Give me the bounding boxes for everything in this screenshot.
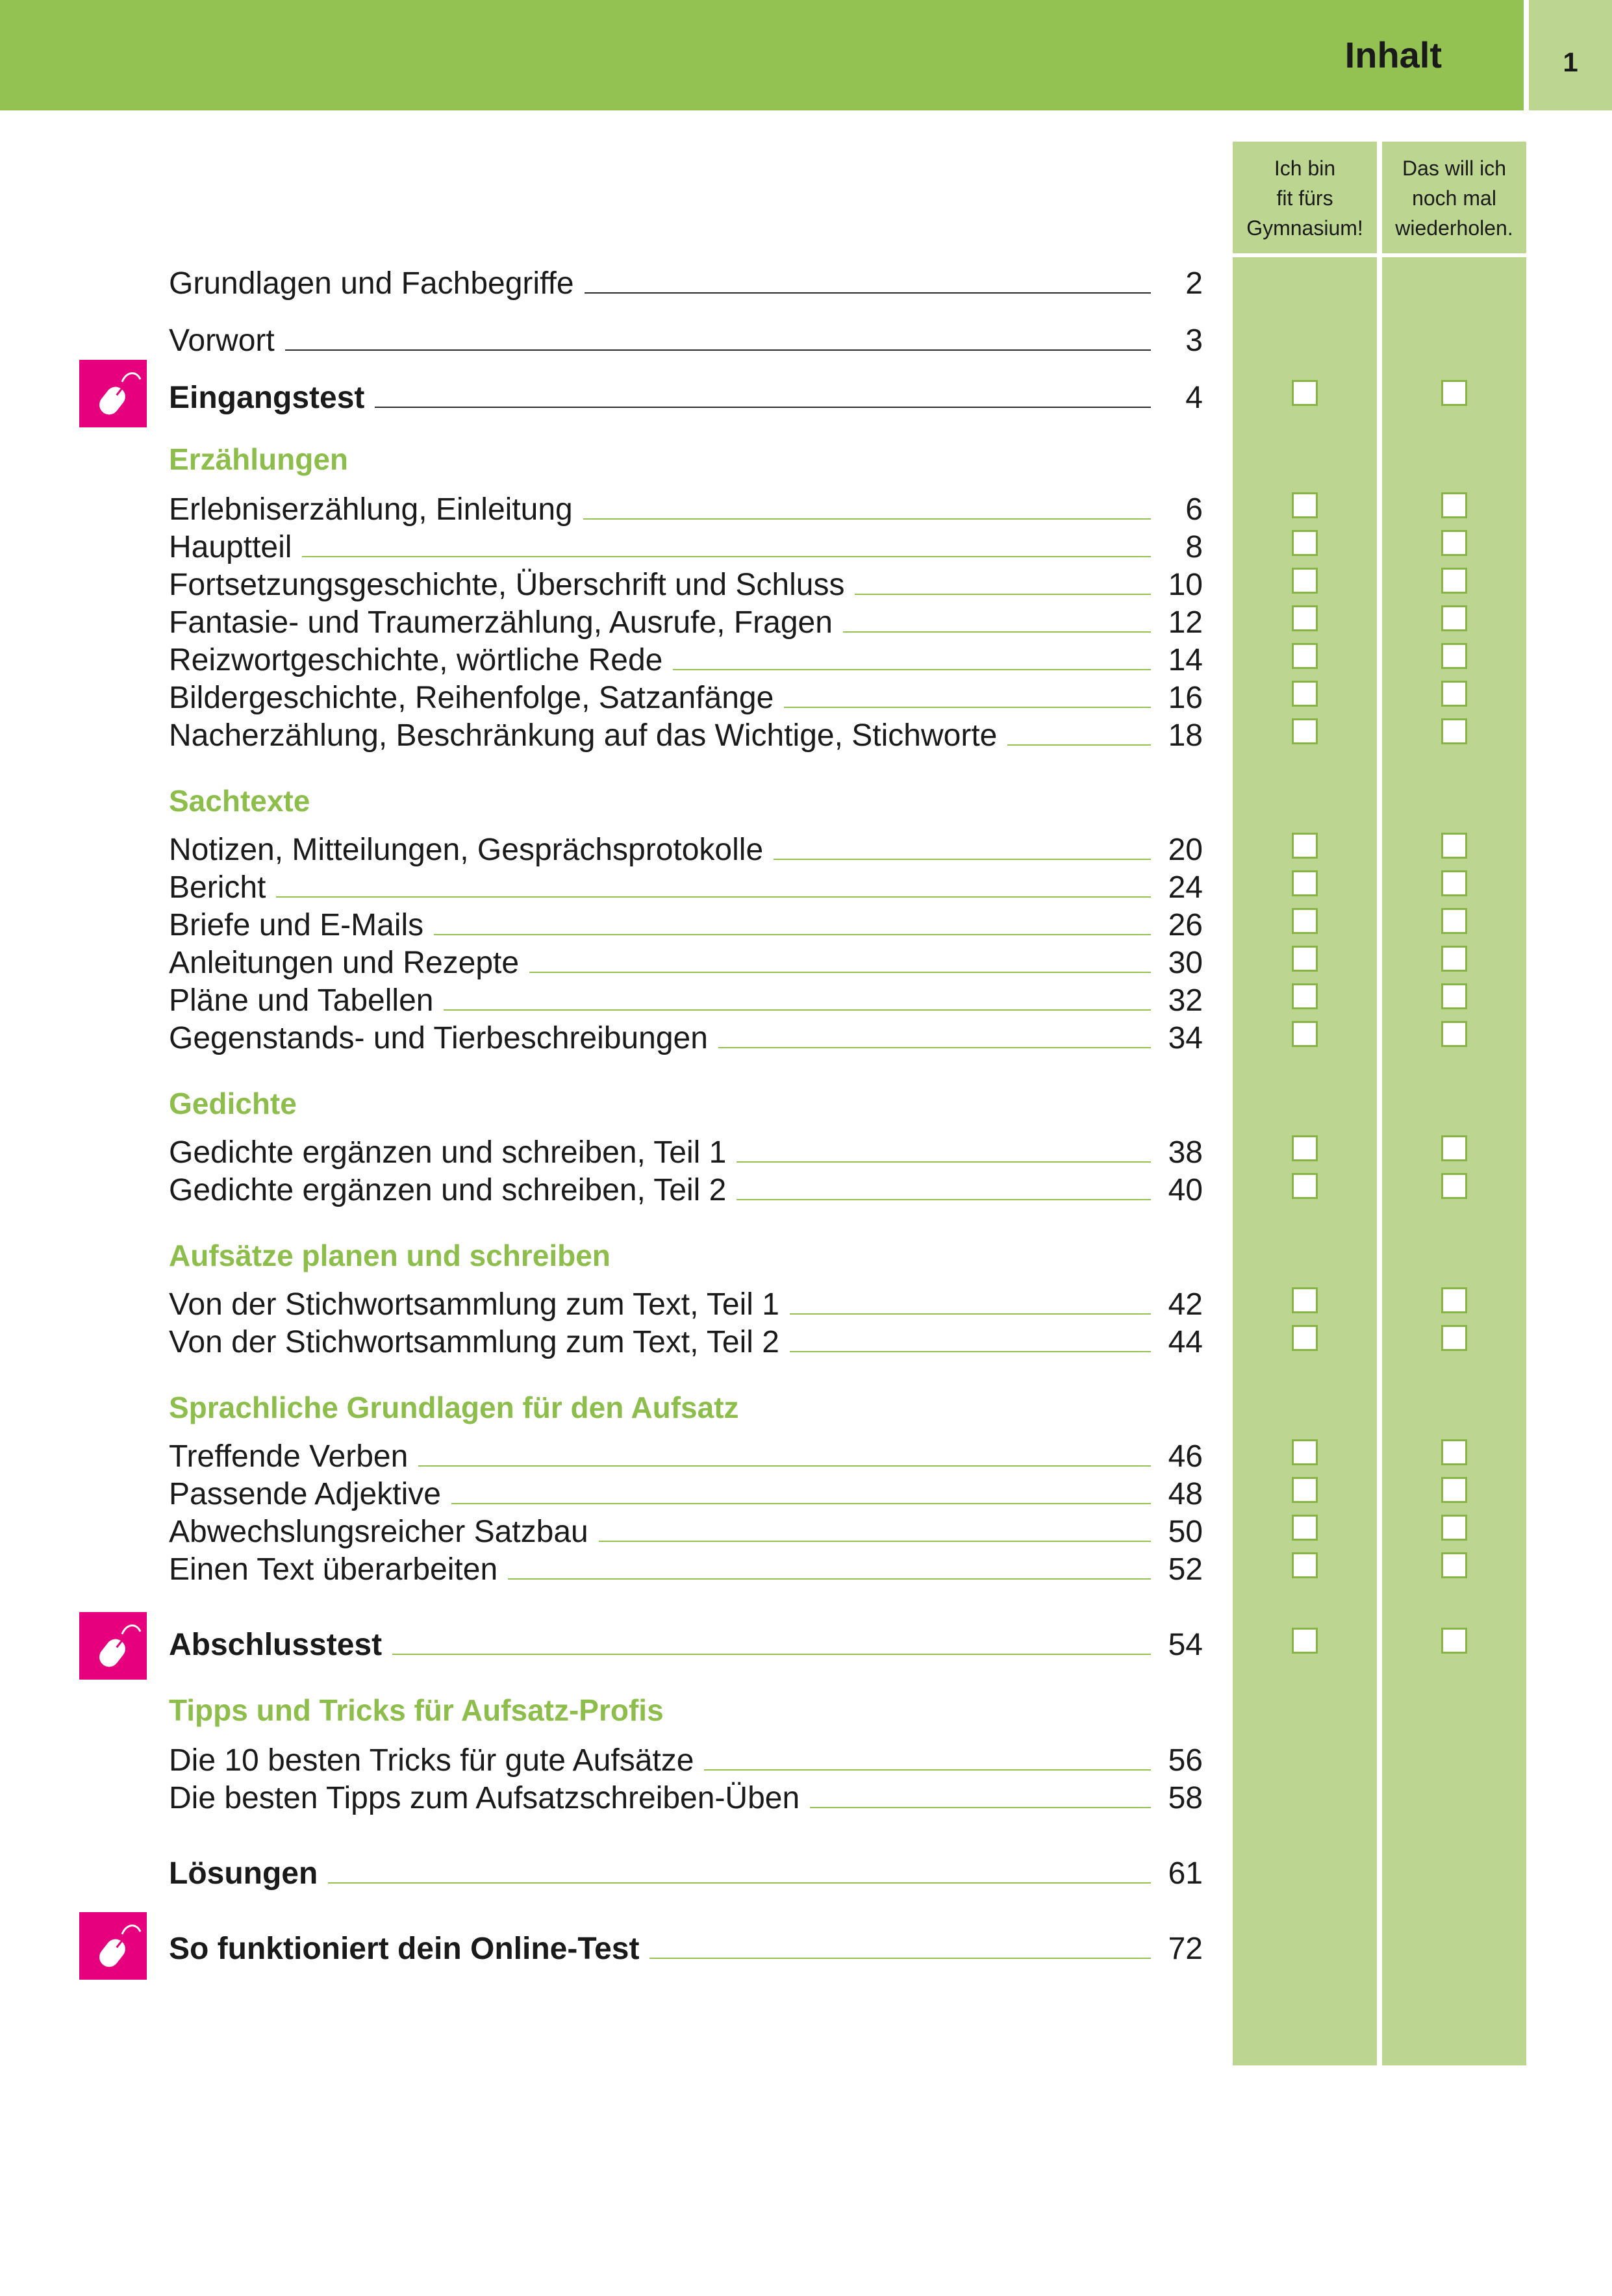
checkbox-repeat[interactable] bbox=[1441, 681, 1467, 707]
toc-entry[interactable]: Eingangstest 4 bbox=[169, 381, 1203, 415]
toc-entry[interactable]: Anleitungen und Rezepte 30 bbox=[169, 946, 1203, 980]
section-heading: Gedichte bbox=[169, 1087, 297, 1120]
checkbox-repeat[interactable] bbox=[1441, 568, 1467, 594]
checkbox-fit[interactable] bbox=[1292, 380, 1318, 406]
toc-entry[interactable]: Pläne und Tabellen 32 bbox=[169, 983, 1203, 1018]
toc-entry[interactable]: Bildergeschichte, Reihenfolge, Satzanfänge 16 bbox=[169, 681, 1203, 715]
section-heading: Sachtexte bbox=[169, 784, 310, 818]
toc-entry[interactable]: Nacherzählung, Beschränkung auf das Wichtige, Stichworte 18 bbox=[169, 718, 1203, 753]
toc-entry[interactable]: Von der Stichwortsammlung zum Text, Teil 1 42 bbox=[169, 1287, 1203, 1322]
checkbox-repeat[interactable] bbox=[1441, 1628, 1467, 1654]
column-header-repeat: Das will ich noch mal wiederholen. bbox=[1382, 142, 1526, 253]
checkbox-repeat[interactable] bbox=[1441, 1021, 1467, 1047]
page-title: Inhalt bbox=[1344, 34, 1442, 75]
toc-entry[interactable]: Einen Text überarbeiten 52 bbox=[169, 1552, 1203, 1587]
checkbox-fit[interactable] bbox=[1292, 1628, 1318, 1654]
checkbox-repeat[interactable] bbox=[1441, 1552, 1467, 1578]
checkbox-fit[interactable] bbox=[1292, 870, 1318, 896]
checkbox-fit[interactable] bbox=[1292, 605, 1318, 631]
checkbox-repeat[interactable] bbox=[1441, 380, 1467, 406]
checkbox-repeat[interactable] bbox=[1441, 1287, 1467, 1313]
toc-entry[interactable]: Gegenstands- und Tierbeschreibungen 34 bbox=[169, 1021, 1203, 1055]
page-header bbox=[0, 0, 1612, 110]
toc-entry[interactable]: Die 10 besten Tricks für gute Aufsätze 56 bbox=[169, 1743, 1203, 1778]
checkbox-fit[interactable] bbox=[1292, 946, 1318, 972]
checkbox-repeat[interactable] bbox=[1441, 1135, 1467, 1161]
toc-entry[interactable]: Grundlagen und Fachbegriffe 2 bbox=[169, 266, 1203, 301]
toc-entry[interactable]: Abschlusstest 54 bbox=[169, 1628, 1203, 1662]
toc-entry[interactable]: Fantasie- und Traumerzählung, Ausrufe, Fragen 12 bbox=[169, 605, 1203, 640]
checkbox-fit[interactable] bbox=[1292, 833, 1318, 859]
checkbox-repeat[interactable] bbox=[1441, 1173, 1467, 1199]
toc-entry[interactable]: Gedichte ergänzen und schreiben, Teil 2 40 bbox=[169, 1173, 1203, 1207]
checkbox-repeat[interactable] bbox=[1441, 983, 1467, 1009]
column-header-fit: Ich bin fit fürs Gymnasium! bbox=[1233, 142, 1377, 253]
toc-entry[interactable]: Die besten Tipps zum Aufsatzschreiben-Üben 58 bbox=[169, 1781, 1203, 1815]
checkbox-fit[interactable] bbox=[1292, 983, 1318, 1009]
checkbox-repeat[interactable] bbox=[1441, 530, 1467, 556]
checkbox-repeat[interactable] bbox=[1441, 833, 1467, 859]
section-heading: Sprachliche Grundlagen für den Aufsatz bbox=[169, 1391, 739, 1424]
section-heading: Tipps und Tricks für Aufsatz-Profis bbox=[169, 1693, 664, 1727]
section-heading: Aufsätze planen und schreiben bbox=[169, 1239, 611, 1272]
toc-entry[interactable]: Gedichte ergänzen und schreiben, Teil 1 38 bbox=[169, 1135, 1203, 1170]
toc-entry[interactable]: Notizen, Mitteilungen, Gesprächsprotokolle 20 bbox=[169, 833, 1203, 867]
toc-entry[interactable]: Bericht 24 bbox=[169, 870, 1203, 905]
checkbox-fit[interactable] bbox=[1292, 568, 1318, 594]
checkbox-fit[interactable] bbox=[1292, 643, 1318, 669]
checkbox-repeat[interactable] bbox=[1441, 870, 1467, 896]
toc-entry[interactable]: So funktioniert dein Online-Test 72 bbox=[169, 1932, 1203, 1966]
checkbox-repeat[interactable] bbox=[1441, 908, 1467, 934]
checkbox-fit[interactable] bbox=[1292, 1477, 1318, 1503]
column-fit bbox=[1233, 142, 1377, 2065]
mouse-icon bbox=[79, 1912, 147, 1980]
checkbox-fit[interactable] bbox=[1292, 1439, 1318, 1465]
section-heading: Erzählungen bbox=[169, 442, 349, 476]
toc-entry[interactable]: Hauptteil 8 bbox=[169, 530, 1203, 564]
column-repeat bbox=[1382, 142, 1526, 2065]
checkbox-fit[interactable] bbox=[1292, 1552, 1318, 1578]
checkbox-fit[interactable] bbox=[1292, 718, 1318, 744]
checkbox-fit[interactable] bbox=[1292, 1287, 1318, 1313]
toc-entry[interactable]: Reizwortgeschichte, wörtliche Rede 14 bbox=[169, 643, 1203, 677]
toc-entry[interactable]: Treffende Verben 46 bbox=[169, 1439, 1203, 1474]
checkbox-repeat[interactable] bbox=[1441, 643, 1467, 669]
checkbox-fit[interactable] bbox=[1292, 1021, 1318, 1047]
toc-entry[interactable]: Erlebniserzählung, Einleitung 6 bbox=[169, 492, 1203, 527]
checkbox-fit[interactable] bbox=[1292, 681, 1318, 707]
toc-entry[interactable]: Passende Adjektive 48 bbox=[169, 1477, 1203, 1511]
page-number: 1 bbox=[1563, 47, 1578, 77]
checkbox-fit[interactable] bbox=[1292, 492, 1318, 518]
checkbox-fit[interactable] bbox=[1292, 1173, 1318, 1199]
checkbox-repeat[interactable] bbox=[1441, 1439, 1467, 1465]
checkbox-repeat[interactable] bbox=[1441, 946, 1467, 972]
toc-entry[interactable]: Fortsetzungsgeschichte, Überschrift und Schluss 10 bbox=[169, 568, 1203, 602]
toc-entry[interactable]: Von der Stichwortsammlung zum Text, Teil 2 44 bbox=[169, 1325, 1203, 1359]
toc-entry[interactable]: Abwechslungsreicher Satzbau 50 bbox=[169, 1515, 1203, 1549]
checkbox-repeat[interactable] bbox=[1441, 1515, 1467, 1541]
toc-entry[interactable]: Vorwort 3 bbox=[169, 323, 1203, 358]
checkbox-repeat[interactable] bbox=[1441, 718, 1467, 744]
checkbox-repeat[interactable] bbox=[1441, 1325, 1467, 1351]
checkbox-fit[interactable] bbox=[1292, 1515, 1318, 1541]
checkbox-fit[interactable] bbox=[1292, 1325, 1318, 1351]
checkbox-fit[interactable] bbox=[1292, 530, 1318, 556]
checkbox-repeat[interactable] bbox=[1441, 1477, 1467, 1503]
checkbox-repeat[interactable] bbox=[1441, 605, 1467, 631]
checkbox-fit[interactable] bbox=[1292, 908, 1318, 934]
checkbox-fit[interactable] bbox=[1292, 1135, 1318, 1161]
toc-entry[interactable]: Lösungen 61 bbox=[169, 1856, 1203, 1891]
mouse-icon bbox=[79, 1612, 147, 1680]
checkbox-repeat[interactable] bbox=[1441, 492, 1467, 518]
mouse-icon bbox=[79, 360, 147, 427]
toc-entry[interactable]: Briefe und E-Mails 26 bbox=[169, 908, 1203, 942]
